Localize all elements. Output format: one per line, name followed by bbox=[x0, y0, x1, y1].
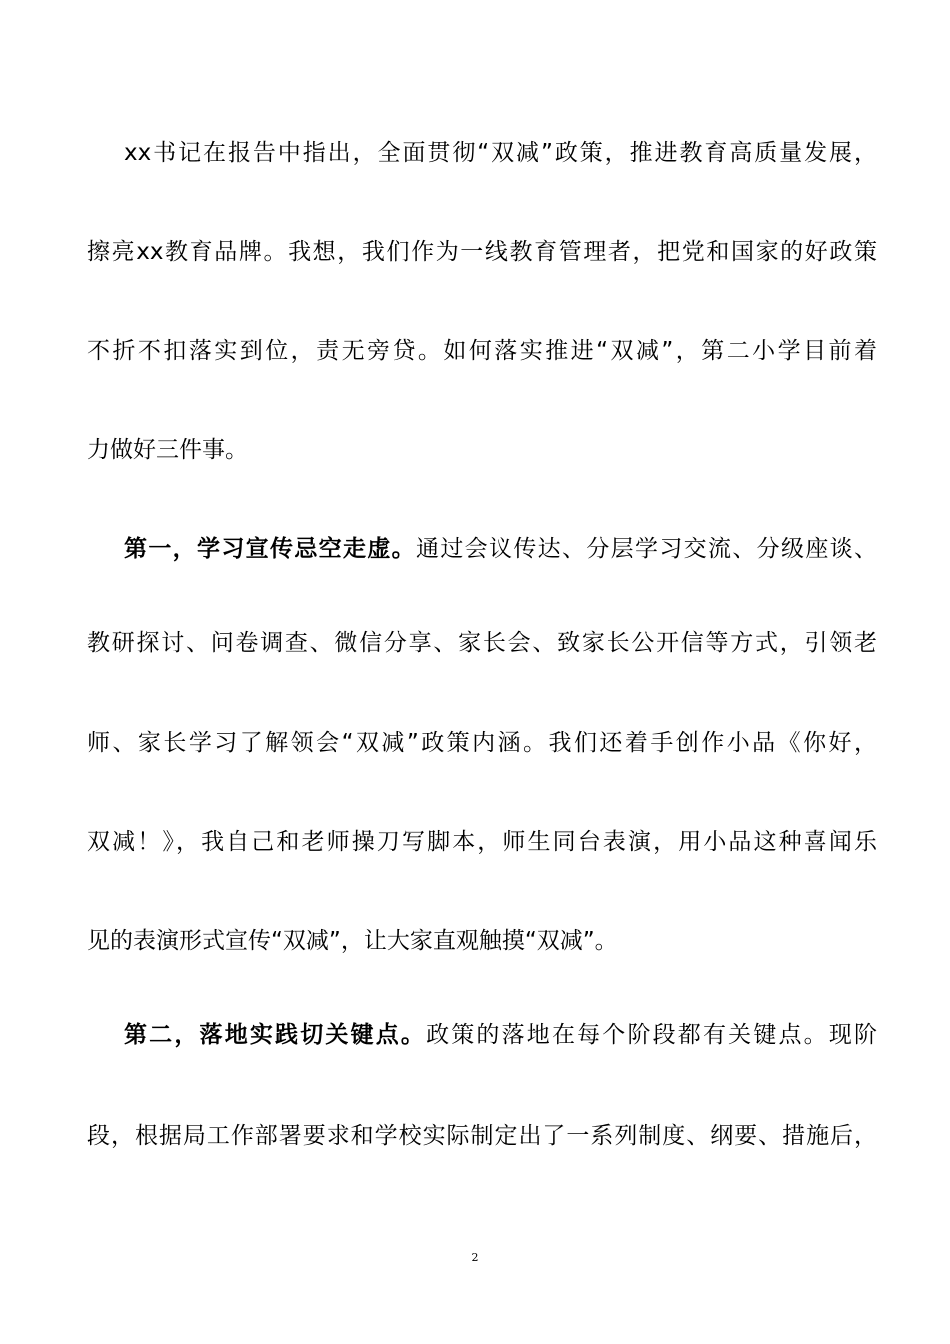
paragraph-line bbox=[124, 1020, 877, 1050]
bold-heading-text: 第一，学习宣传忌空走虚。 bbox=[124, 536, 416, 562]
paragraph-line bbox=[87, 435, 877, 465]
paragraph-line bbox=[87, 827, 877, 857]
line-text: 通过会议传达、分层学习交流、分级座谈、 bbox=[416, 536, 877, 562]
paragraph-line bbox=[87, 926, 877, 956]
line-text: 见的表演形式宣传“双减”，让大家直观触摸“双减”。 bbox=[87, 928, 618, 954]
line-text: 教研探讨、问卷调查、微信分享、家长会、致家长公开信等方式，引领老 bbox=[87, 630, 877, 656]
line-text: 擦亮xx教育品牌。我想，我们作为一线教育管理者，把党和国家的好政策 bbox=[87, 239, 877, 265]
paragraph-line bbox=[87, 1121, 877, 1151]
line-text: 力做好三件事。 bbox=[87, 437, 248, 463]
line-text: xx书记在报告中指出，全面贯彻“双减”政策，推进教育高质量发展， bbox=[124, 140, 877, 166]
line-text: 不折不扣落实到位，责无旁贷。如何落实推进“双减”，第二小学目前着 bbox=[87, 338, 877, 364]
paragraph-line bbox=[87, 237, 877, 267]
bold-heading-text: 第二，落地实践切关键点。 bbox=[124, 1022, 427, 1048]
paragraph-line bbox=[87, 628, 877, 658]
paragraph-line bbox=[124, 534, 877, 564]
line-text: 政策的落地在每个阶段都有关键点。现阶 bbox=[426, 1022, 877, 1048]
paragraph-line bbox=[87, 336, 877, 366]
paragraph-line bbox=[124, 138, 877, 168]
paragraph-line bbox=[87, 728, 877, 758]
line-text: 师、家长学习了解领会“双减”政策内涵。我们还着手创作小品《你好， bbox=[87, 730, 877, 756]
line-text: 双减！》，我自己和老师操刀写脚本，师生同台表演，用小品这种喜闻乐 bbox=[87, 829, 877, 855]
page-number: 2 bbox=[471, 1251, 479, 1264]
line-text: 段，根据局工作部署要求和学校实际制定出了一系列制度、纲要、措施后， bbox=[87, 1123, 877, 1149]
